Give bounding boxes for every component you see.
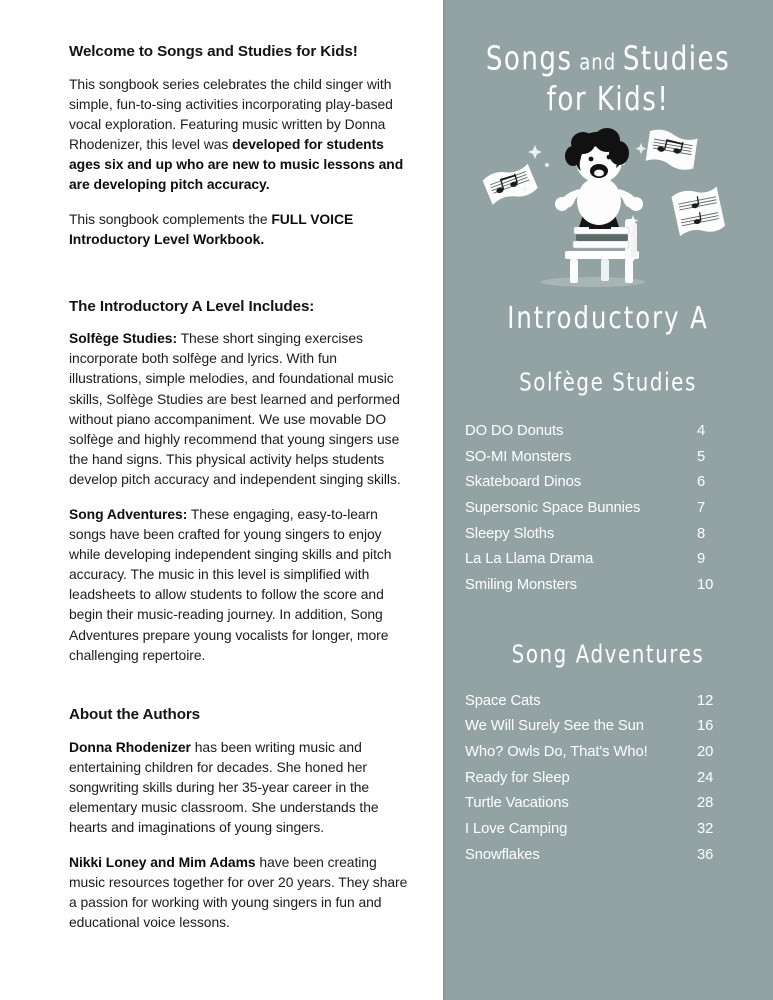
list-item[interactable]	[465, 470, 751, 496]
toc-item-page: 7	[697, 500, 706, 517]
toc-item-title: Skateboard Dinos	[465, 474, 582, 491]
toc-item-page: 28	[697, 795, 714, 812]
toc-item-title: Space Cats	[465, 692, 541, 709]
sheet-music-top-right-icon	[643, 127, 701, 172]
solfege-studies-section-title: Solfège Studies	[519, 369, 697, 398]
welcome-paragraph-2	[69, 209, 413, 249]
list-item[interactable]	[465, 547, 751, 573]
list-item[interactable]	[465, 419, 751, 445]
list-item[interactable]	[465, 740, 751, 766]
includes-heading: The Introductory A Level Includes:	[69, 297, 315, 315]
toc-item-title: Ready for Sleep	[465, 769, 570, 786]
singing-child-illustration-svg	[473, 123, 743, 288]
author-bio-donna-text: has been writing music and entertaining children for decades. She honed her songwriting skills during her 35-year career in the elementary music classroom. She understands the hearts and imaginations of young singers.	[69, 738, 379, 835]
brand-title-studies: Studies	[622, 39, 731, 78]
list-item[interactable]	[465, 688, 751, 714]
author-bio-nikki-mim	[69, 852, 413, 932]
list-item[interactable]	[465, 496, 751, 522]
sheet-music-left-icon	[482, 163, 539, 206]
song-adventures-toc-list	[443, 688, 773, 868]
toc-item-page: 8	[697, 525, 706, 542]
about-authors-section	[69, 705, 413, 933]
level-title: Introductory A	[507, 301, 709, 336]
toc-item-title: Snowflakes	[465, 846, 540, 863]
toc-item-title: Turtle Vacations	[465, 795, 569, 812]
toc-item-page: 6	[697, 474, 706, 491]
brand-title-songs: Songs	[485, 39, 573, 78]
toc-item-page: 16	[697, 718, 714, 735]
list-item[interactable]	[465, 817, 751, 843]
list-item[interactable]	[465, 445, 751, 471]
toc-item-page: 5	[697, 448, 706, 465]
toc-item-page: 10	[697, 577, 714, 594]
welcome-para2-bold: FULL VOICE Introductory Level Workbook.	[69, 211, 354, 248]
book-stack-icon	[573, 227, 629, 248]
song-adventures-paragraph	[69, 504, 413, 665]
toc-item-page: 24	[697, 769, 714, 786]
toc-item-title: Supersonic Space Bunnies	[465, 500, 641, 517]
toc-item-title: SO-MI Monsters	[465, 448, 572, 465]
toc-item-title: Who? Owls Do, That's Who!	[465, 743, 648, 760]
brand-title	[443, 0, 773, 118]
solfege-studies-toc-list	[443, 419, 773, 599]
list-item[interactable]	[465, 522, 751, 548]
list-item[interactable]	[465, 573, 751, 599]
level-includes-section	[69, 297, 413, 665]
sheet-music-bottom-right-icon	[671, 186, 726, 237]
welcome-section	[69, 42, 413, 250]
toc-item-page: 36	[697, 846, 714, 863]
sidebar-panel	[443, 0, 773, 1000]
authors-heading: About the Authors	[69, 705, 201, 723]
toc-item-title: I Love Camping	[465, 821, 568, 838]
child-figure-icon	[555, 128, 643, 229]
toc-item-title: La La Llama Drama	[465, 551, 594, 568]
toc-item-title: Smiling Monsters	[465, 577, 577, 594]
spacer-2	[69, 665, 413, 705]
list-item[interactable]	[465, 791, 751, 817]
welcome-para1-bold: developed for students ages six and up who are new to music lessons and are developing pitch accuracy.	[69, 136, 404, 193]
song-adventures-text: These engaging, easy-to-learn songs have been crafted for young singers to enjoy while developing independent singing skills and pitch accuracy. The music in this level is simplified with leadsheets to allow students to follow the score and begin their music-reading journey. In addition, Song Adventures prepare young vocalists for longer, more challenging repertoire.	[69, 506, 392, 663]
welcome-paragraph-1	[69, 74, 413, 195]
brand-title-and: and	[572, 48, 623, 76]
welcome-heading: Welcome to Songs and Studies for Kids!	[69, 43, 358, 60]
toc-item-page: 20	[697, 743, 714, 760]
author-name-nikki-mim: Nikki Loney and Mim Adams	[69, 853, 256, 870]
song-adventures-label: Song Adventures:	[69, 506, 188, 522]
spacer-1	[69, 250, 413, 297]
toc-item-title: We Will Surely See the Sun	[465, 718, 644, 735]
toc-item-page: 32	[697, 821, 714, 838]
brand-title-line2: for Kids!	[546, 80, 670, 119]
list-item[interactable]	[465, 843, 751, 869]
list-item[interactable]	[465, 766, 751, 792]
list-item[interactable]	[465, 714, 751, 740]
author-bio-nikki-mim-text: have been creating music resources together for over 20 years. They share a passion for working with young singers in fun and educational voice lessons.	[69, 853, 408, 931]
welcome-para2-text: This songbook complements the	[69, 211, 272, 228]
toc-item-title: Sleepy Sloths	[465, 525, 555, 542]
welcome-para1-text: This songbook series celebrates the child singer with simple, fun-to-sing activities incorporating play-based vocal exploration. Featuring music written by Donna Rhodenizer, this level was	[69, 75, 393, 153]
author-name-donna: Donna Rhodenizer	[69, 738, 191, 755]
toc-item-page: 9	[697, 551, 706, 568]
solfege-studies-text: These short singing exercises incorporate both solfège and lyrics. With fun illustrations, simple melodies, and foundational music skills, Solfège Studies are best learned and performed without piano accompaniment. We use movable DO solfège and highly recommend that young singers use the hand signs. This physical activity helps students develop pitch accuracy and independent singing skills.	[69, 330, 401, 487]
toc-item-page: 4	[697, 422, 706, 439]
cover-illustration	[443, 123, 773, 288]
toc-item-title: DO DO Donuts	[465, 422, 564, 439]
solfege-studies-paragraph	[69, 328, 413, 489]
toc-item-page: 12	[697, 692, 714, 709]
solfege-studies-label: Solfège Studies:	[69, 330, 178, 347]
song-adventures-section-title: Song Adventures	[511, 641, 705, 670]
author-bio-donna	[69, 737, 413, 837]
